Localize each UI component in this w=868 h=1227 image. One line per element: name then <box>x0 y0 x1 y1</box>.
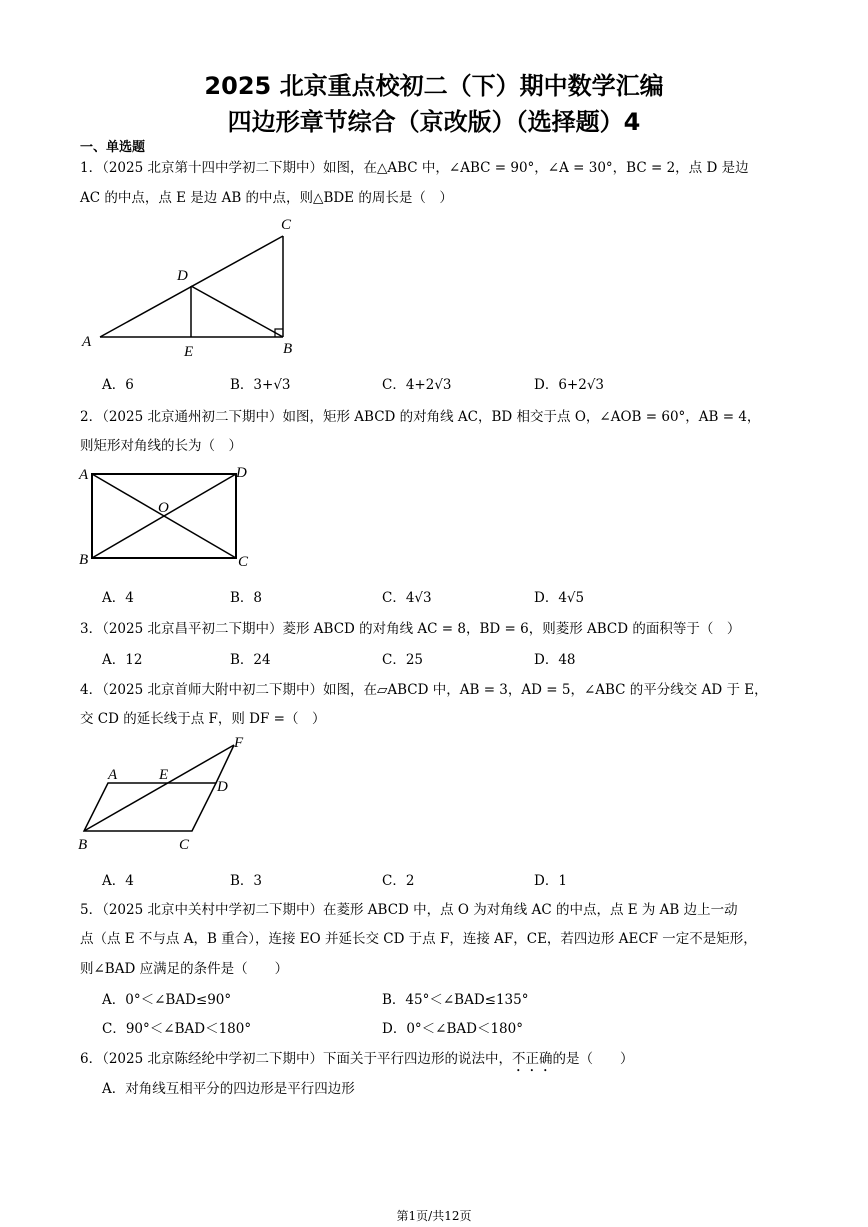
q3-option-c[interactable]: C．25 <box>382 652 424 668</box>
q5-line2: 点（点 E 不与点 A，B 重合），连接 EO 并延长交 CD 于点 F，连接 AF，CE，若四边形 AECF 一定不是矩形， <box>80 931 757 947</box>
q4-parallelogram <box>84 783 216 831</box>
q5-line3: 则∠BAD 应满足的条件是（ ） <box>80 961 289 977</box>
q1-label-e: E <box>184 344 194 360</box>
q6-line1-suffix: 的是（ ） <box>552 1051 634 1067</box>
q2-line2: 则矩形对角线的长为（ ） <box>80 438 242 454</box>
q4-option-d[interactable]: D．1 <box>534 873 567 889</box>
q2-option-c[interactable]: C．4√3 <box>382 590 432 606</box>
q1-option-a[interactable]: A．6 <box>102 377 134 393</box>
q5-option-c[interactable]: C．90°＜∠BAD＜180° <box>102 1021 252 1037</box>
q1-option-d[interactable]: D．6+2√3 <box>534 377 605 393</box>
q2-line1: 2．（2025 北京通州初二下期中）如图，矩形 ABCD 的对角线 AC，BD 相交于点 O，∠AOB = 60°，AB = 4， <box>80 409 761 425</box>
q4-label-b: B <box>78 837 88 853</box>
q3-option-a[interactable]: A．12 <box>102 652 143 668</box>
q4-label-d: D <box>217 779 228 795</box>
q5-option-d[interactable]: D．0°＜∠BAD＜180° <box>382 1021 523 1037</box>
q4-option-a[interactable]: A．4 <box>102 873 134 889</box>
q4-label-a: A <box>108 767 118 783</box>
q6-option-a[interactable]: A．对角线互相平分的四边形是平行四边形 <box>102 1081 355 1097</box>
q1-option-c[interactable]: C．4+2√3 <box>382 377 452 393</box>
q5-line1: 5．（2025 北京中关村中学初二下期中）在菱形 ABCD 中，点 O 为对角线 AC 的中点，点 E 为 AB 边上一动 <box>80 902 738 918</box>
q6-line1-prefix: 6．（2025 北京陈经纶中学初二下期中）下面关于平行四边形的说法中， <box>80 1051 512 1067</box>
q1-label-d: D <box>177 268 188 284</box>
page-subtitle: 四边形章节综合（京改版）（选择题）4 <box>227 108 641 136</box>
q4-label-c: C <box>179 837 190 853</box>
q1-option-b[interactable]: B．3+√3 <box>230 377 291 393</box>
section-label: 一、单选题 <box>80 140 146 155</box>
q4-option-c[interactable]: C．2 <box>382 873 415 889</box>
page-footer: 第1页/共12页 <box>396 1209 472 1223</box>
q4-line2: 交 CD 的延长线于点 F，则 DF =（ ） <box>80 711 326 727</box>
q1-label-c: C <box>281 217 292 233</box>
q2-label-d: D <box>236 465 247 481</box>
q6-line1 <box>80 1047 634 1075</box>
q1-line1: 1．（2025 北京第十四中学初二下期中）如图，在△ABC 中，∠ABC = 90°，∠A = 30°，BC = 2，点 D 是边 <box>80 160 749 176</box>
q4-bisector-bf <box>84 745 234 831</box>
q4-label-e: E <box>159 767 169 783</box>
q3-option-d[interactable]: D．48 <box>534 652 576 668</box>
q2-rectangle-figure <box>76 460 256 572</box>
q4-label-f: F <box>234 735 244 751</box>
q4-line1: 4．（2025 北京首师大附中初二下期中）如图，在▱ABCD 中，AB = 3，AD = 5，∠ABC 的平分线交 AD 于 E， <box>80 682 768 698</box>
q5-option-b[interactable]: B．45°＜∠BAD≤135° <box>382 992 529 1008</box>
q2-label-b: B <box>79 552 89 568</box>
q3-line1: 3．（2025 北京昌平初二下期中）菱形 ABCD 的对角线 AC = 8，BD = 6，则菱形 ABCD 的面积等于（ ） <box>80 621 741 637</box>
q1-label-a: A <box>82 334 92 350</box>
q2-label-c: C <box>238 554 249 570</box>
page-title: 2025 北京重点校初二（下）期中数学汇编 <box>204 72 664 100</box>
q1-segment-db <box>191 286 283 337</box>
q4-parallelogram-figure <box>74 733 264 855</box>
q2-label-a: A <box>79 467 89 483</box>
q2-option-d[interactable]: D．4√5 <box>534 590 585 606</box>
q2-option-b[interactable]: B．8 <box>230 590 263 606</box>
q1-label-b: B <box>283 341 293 357</box>
q4-option-b[interactable]: B．3 <box>230 873 263 889</box>
q1-triangle-figure <box>78 212 308 362</box>
q3-option-b[interactable]: B．24 <box>230 652 271 668</box>
q5-option-a[interactable]: A．0°＜∠BAD≤90° <box>102 992 232 1008</box>
q1-line2: AC 的中点，点 E 是边 AB 的中点，则△BDE 的周长是（ ） <box>80 190 453 206</box>
q2-label-o: O <box>158 500 169 516</box>
q2-option-a[interactable]: A．4 <box>102 590 134 606</box>
q6-emphasis-not-correct: 不正确 <box>512 1051 553 1067</box>
